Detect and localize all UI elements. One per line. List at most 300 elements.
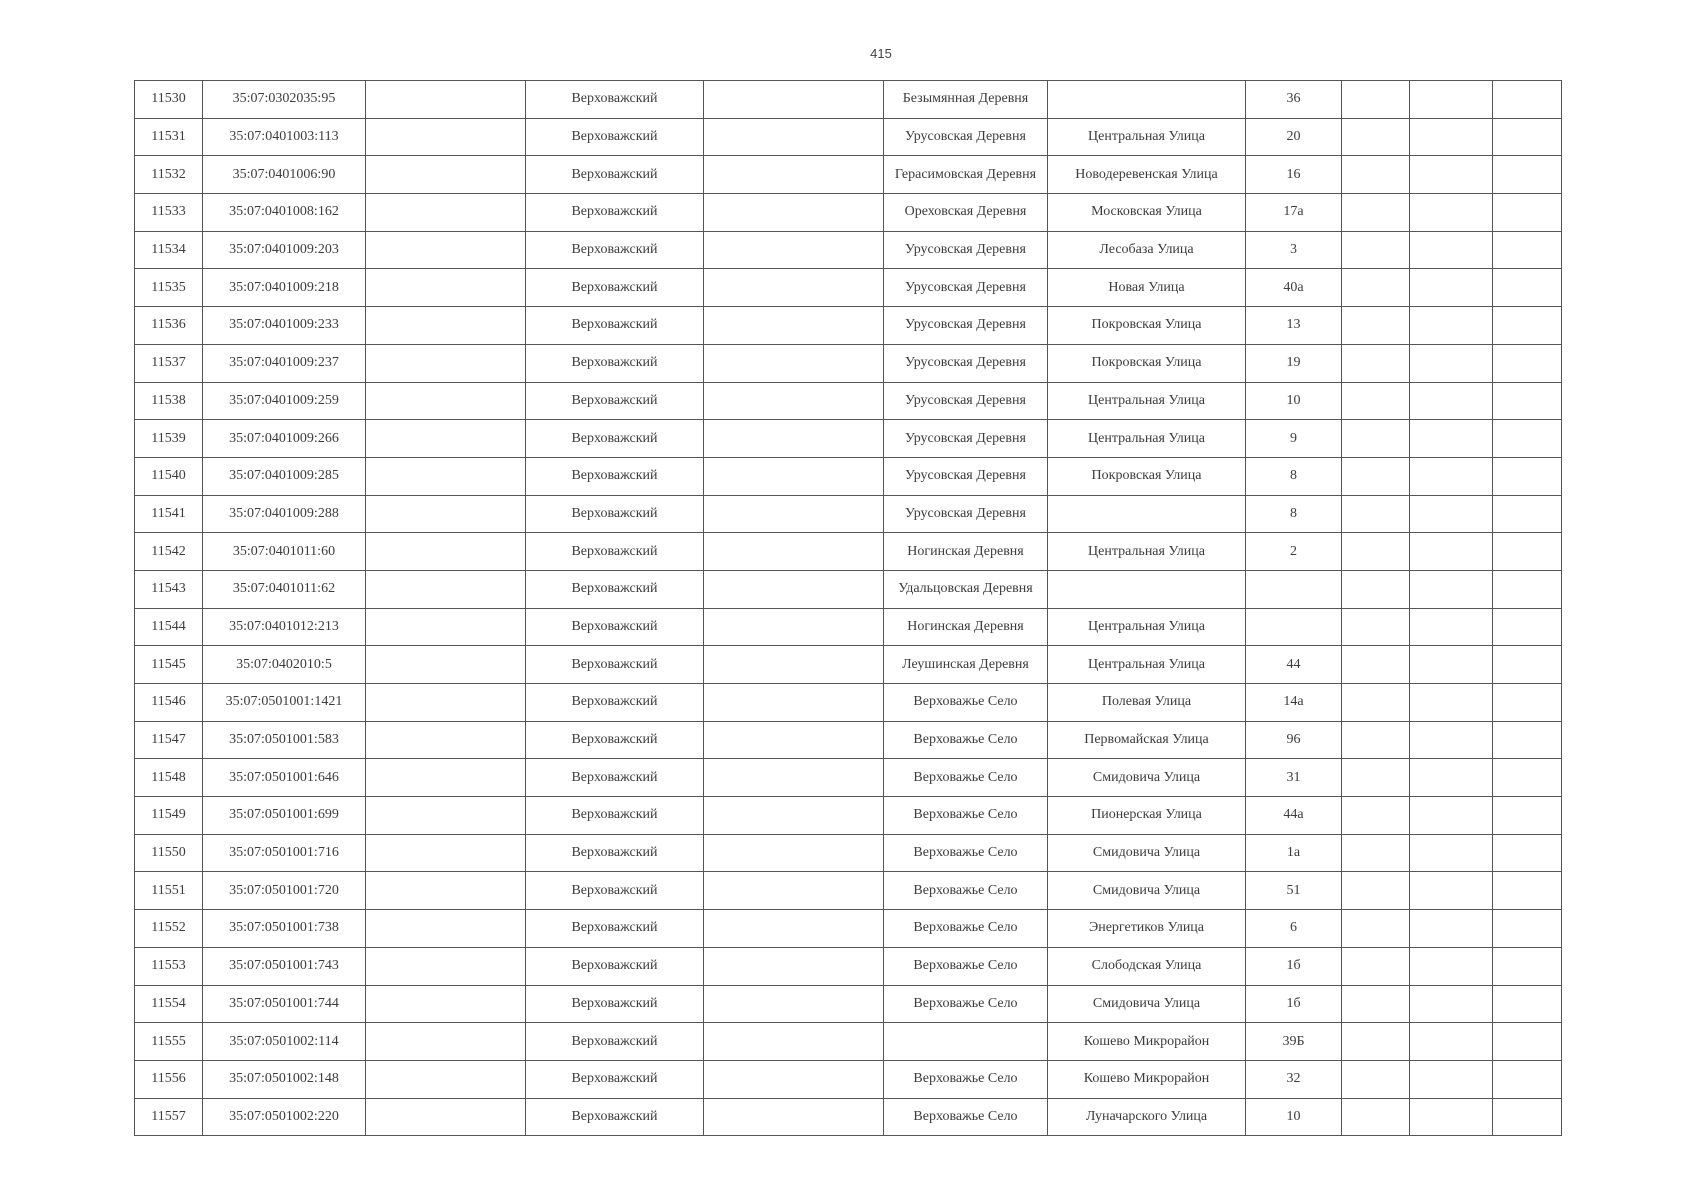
district-cell: Верховажский <box>526 910 704 948</box>
house-number-cell: 44а <box>1246 797 1342 835</box>
street-cell: Смидовича Улица <box>1048 834 1246 872</box>
empty-cell <box>1342 231 1410 269</box>
cadastral-number-cell: 35:07:0501001:744 <box>203 985 366 1023</box>
empty-cell <box>704 81 884 119</box>
empty-cell <box>1342 269 1410 307</box>
empty-cell <box>366 684 526 722</box>
street-cell: Смидовича Улица <box>1048 759 1246 797</box>
empty-cell <box>704 533 884 571</box>
empty-cell <box>366 457 526 495</box>
table-row <box>135 608 1562 646</box>
empty-cell <box>704 872 884 910</box>
empty-cell <box>366 194 526 232</box>
empty-cell <box>1342 382 1410 420</box>
empty-cell <box>704 608 884 646</box>
house-number-cell: 36 <box>1246 81 1342 119</box>
empty-cell <box>366 1023 526 1061</box>
empty-cell <box>1342 910 1410 948</box>
cadastral-number-cell: 35:07:0501001:738 <box>203 910 366 948</box>
empty-cell <box>1410 457 1493 495</box>
district-cell: Верховажский <box>526 457 704 495</box>
settlement-cell: Верховажье Село <box>884 985 1048 1023</box>
district-cell: Верховажский <box>526 344 704 382</box>
empty-cell <box>1493 156 1562 194</box>
empty-cell <box>366 382 526 420</box>
cadastral-number-cell: 35:07:0401009:288 <box>203 495 366 533</box>
empty-cell <box>1410 797 1493 835</box>
empty-cell <box>366 947 526 985</box>
row-number-cell: 11531 <box>135 118 203 156</box>
street-cell: Пионерская Улица <box>1048 797 1246 835</box>
row-number-cell: 11548 <box>135 759 203 797</box>
empty-cell <box>366 231 526 269</box>
cadastral-number-cell: 35:07:0401009:266 <box>203 420 366 458</box>
settlement-cell: Урусовская Деревня <box>884 307 1048 345</box>
settlement-cell: Верховажье Село <box>884 721 1048 759</box>
empty-cell <box>1342 1023 1410 1061</box>
cadastral-number-cell: 35:07:0401009:285 <box>203 457 366 495</box>
house-number-cell: 39Б <box>1246 1023 1342 1061</box>
cadastral-number-cell: 35:07:0501001:646 <box>203 759 366 797</box>
house-number-cell: 2 <box>1246 533 1342 571</box>
house-number-cell: 1а <box>1246 834 1342 872</box>
row-number-cell: 11530 <box>135 81 203 119</box>
table-row <box>135 231 1562 269</box>
row-number-cell: 11552 <box>135 910 203 948</box>
cadastral-number-cell: 35:07:0501001:1421 <box>203 684 366 722</box>
table-row <box>135 910 1562 948</box>
cadastral-number-cell: 35:07:0401003:113 <box>203 118 366 156</box>
empty-cell <box>1342 495 1410 533</box>
district-cell: Верховажский <box>526 495 704 533</box>
empty-cell <box>1493 118 1562 156</box>
settlement-cell: Герасимовская Деревня <box>884 156 1048 194</box>
street-cell: Покровская Улица <box>1048 344 1246 382</box>
house-number-cell: 51 <box>1246 872 1342 910</box>
table-row <box>135 118 1562 156</box>
empty-cell <box>1410 910 1493 948</box>
empty-cell <box>1410 269 1493 307</box>
house-number-cell: 8 <box>1246 495 1342 533</box>
empty-cell <box>704 194 884 232</box>
cadastral-number-cell: 35:07:0401006:90 <box>203 156 366 194</box>
empty-cell <box>704 646 884 684</box>
cadastral-number-cell: 35:07:0501001:720 <box>203 872 366 910</box>
street-cell: Центральная Улица <box>1048 382 1246 420</box>
empty-cell <box>1493 307 1562 345</box>
empty-cell <box>366 344 526 382</box>
empty-cell <box>1410 947 1493 985</box>
house-number-cell <box>1246 570 1342 608</box>
street-cell <box>1048 81 1246 119</box>
row-number-cell: 11537 <box>135 344 203 382</box>
empty-cell <box>704 834 884 872</box>
house-number-cell: 6 <box>1246 910 1342 948</box>
row-number-cell: 11544 <box>135 608 203 646</box>
settlement-cell: Верховажье Село <box>884 947 1048 985</box>
empty-cell <box>704 1098 884 1136</box>
empty-cell <box>1410 872 1493 910</box>
district-cell: Верховажский <box>526 420 704 458</box>
empty-cell <box>366 156 526 194</box>
street-cell: Кошево Микрорайон <box>1048 1023 1246 1061</box>
row-number-cell: 11533 <box>135 194 203 232</box>
empty-cell <box>1493 797 1562 835</box>
cadastral-number-cell: 35:07:0401009:218 <box>203 269 366 307</box>
cadastral-number-cell: 35:07:0501001:583 <box>203 721 366 759</box>
table-row <box>135 420 1562 458</box>
district-cell: Верховажский <box>526 646 704 684</box>
empty-cell <box>1410 570 1493 608</box>
house-number-cell: 14а <box>1246 684 1342 722</box>
empty-cell <box>366 872 526 910</box>
house-number-cell: 96 <box>1246 721 1342 759</box>
empty-cell <box>1493 81 1562 119</box>
settlement-cell: Урусовская Деревня <box>884 269 1048 307</box>
table-row <box>135 81 1562 119</box>
settlement-cell: Урусовская Деревня <box>884 495 1048 533</box>
district-cell: Верховажский <box>526 382 704 420</box>
empty-cell <box>1410 533 1493 571</box>
empty-cell <box>1342 194 1410 232</box>
empty-cell <box>1410 684 1493 722</box>
cadastral-number-cell: 35:07:0401012:213 <box>203 608 366 646</box>
row-number-cell: 11542 <box>135 533 203 571</box>
empty-cell <box>704 797 884 835</box>
settlement-cell: Ногинская Деревня <box>884 608 1048 646</box>
table-body <box>135 81 1562 1136</box>
table-row <box>135 872 1562 910</box>
empty-cell <box>1493 608 1562 646</box>
table-row <box>135 269 1562 307</box>
row-number-cell: 11539 <box>135 420 203 458</box>
settlement-cell: Урусовская Деревня <box>884 231 1048 269</box>
empty-cell <box>1410 1098 1493 1136</box>
empty-cell <box>366 797 526 835</box>
cadastral-number-cell: 35:07:0501002:114 <box>203 1023 366 1061</box>
empty-cell <box>1493 457 1562 495</box>
row-number-cell: 11543 <box>135 570 203 608</box>
empty-cell <box>1493 834 1562 872</box>
empty-cell <box>1493 947 1562 985</box>
district-cell: Верховажский <box>526 1098 704 1136</box>
settlement-cell: Верховажье Село <box>884 759 1048 797</box>
empty-cell <box>704 721 884 759</box>
empty-cell <box>1493 570 1562 608</box>
district-cell: Верховажский <box>526 231 704 269</box>
house-number-cell: 16 <box>1246 156 1342 194</box>
empty-cell <box>1342 608 1410 646</box>
district-cell: Верховажский <box>526 156 704 194</box>
district-cell: Верховажский <box>526 1023 704 1061</box>
table-row <box>135 985 1562 1023</box>
street-cell: Центральная Улица <box>1048 646 1246 684</box>
empty-cell <box>704 910 884 948</box>
settlement-cell: Ореховская Деревня <box>884 194 1048 232</box>
table-row <box>135 1060 1562 1098</box>
empty-cell <box>704 231 884 269</box>
row-number-cell: 11556 <box>135 1060 203 1098</box>
table-row <box>135 156 1562 194</box>
district-cell: Верховажский <box>526 533 704 571</box>
row-number-cell: 11546 <box>135 684 203 722</box>
empty-cell <box>1410 1023 1493 1061</box>
empty-cell <box>1410 156 1493 194</box>
street-cell: Смидовича Улица <box>1048 985 1246 1023</box>
house-number-cell: 9 <box>1246 420 1342 458</box>
empty-cell <box>1342 721 1410 759</box>
street-cell <box>1048 570 1246 608</box>
street-cell: Энергетиков Улица <box>1048 910 1246 948</box>
district-cell: Верховажский <box>526 269 704 307</box>
empty-cell <box>1493 420 1562 458</box>
street-cell: Полевая Улица <box>1048 684 1246 722</box>
settlement-cell: Верховажье Село <box>884 684 1048 722</box>
settlement-cell: Урусовская Деревня <box>884 382 1048 420</box>
empty-cell <box>1493 382 1562 420</box>
house-number-cell: 13 <box>1246 307 1342 345</box>
house-number-cell: 1б <box>1246 947 1342 985</box>
empty-cell <box>1410 344 1493 382</box>
empty-cell <box>1493 495 1562 533</box>
table-row <box>135 1098 1562 1136</box>
table-row <box>135 194 1562 232</box>
empty-cell <box>1342 872 1410 910</box>
table-row <box>135 759 1562 797</box>
empty-cell <box>704 947 884 985</box>
row-number-cell: 11554 <box>135 985 203 1023</box>
empty-cell <box>704 684 884 722</box>
table-row <box>135 1023 1562 1061</box>
house-number-cell: 10 <box>1246 382 1342 420</box>
empty-cell <box>1493 269 1562 307</box>
empty-cell <box>1493 910 1562 948</box>
empty-cell <box>1342 947 1410 985</box>
house-number-cell: 32 <box>1246 1060 1342 1098</box>
street-cell: Луначарского Улица <box>1048 1098 1246 1136</box>
settlement-cell: Верховажье Село <box>884 834 1048 872</box>
house-number-cell: 44 <box>1246 646 1342 684</box>
district-cell: Верховажский <box>526 872 704 910</box>
settlement-cell: Верховажье Село <box>884 1098 1048 1136</box>
district-cell: Верховажский <box>526 118 704 156</box>
settlement-cell: Урусовская Деревня <box>884 344 1048 382</box>
empty-cell <box>366 1098 526 1136</box>
row-number-cell: 11535 <box>135 269 203 307</box>
settlement-cell: Леушинская Деревня <box>884 646 1048 684</box>
settlement-cell: Удальцовская Деревня <box>884 570 1048 608</box>
empty-cell <box>704 457 884 495</box>
row-number-cell: 11549 <box>135 797 203 835</box>
empty-cell <box>1410 194 1493 232</box>
table-row <box>135 533 1562 571</box>
empty-cell <box>1493 646 1562 684</box>
settlement-cell <box>884 1023 1048 1061</box>
empty-cell <box>366 307 526 345</box>
row-number-cell: 11534 <box>135 231 203 269</box>
house-number-cell: 19 <box>1246 344 1342 382</box>
cadastral-number-cell: 35:07:0401009:233 <box>203 307 366 345</box>
cadastral-number-cell: 35:07:0501001:743 <box>203 947 366 985</box>
empty-cell <box>704 382 884 420</box>
empty-cell <box>1342 533 1410 571</box>
empty-cell <box>1493 684 1562 722</box>
house-number-cell: 1б <box>1246 985 1342 1023</box>
empty-cell <box>1410 495 1493 533</box>
settlement-cell: Верховажье Село <box>884 910 1048 948</box>
empty-cell <box>1410 608 1493 646</box>
table-row <box>135 495 1562 533</box>
empty-cell <box>704 1060 884 1098</box>
row-number-cell: 11557 <box>135 1098 203 1136</box>
empty-cell <box>1342 834 1410 872</box>
street-cell: Лесобаза Улица <box>1048 231 1246 269</box>
row-number-cell: 11550 <box>135 834 203 872</box>
empty-cell <box>366 81 526 119</box>
empty-cell <box>704 307 884 345</box>
empty-cell <box>1410 721 1493 759</box>
house-number-cell <box>1246 608 1342 646</box>
table-row <box>135 457 1562 495</box>
empty-cell <box>366 495 526 533</box>
row-number-cell: 11532 <box>135 156 203 194</box>
street-cell <box>1048 495 1246 533</box>
cadastral-number-cell: 35:07:0401011:60 <box>203 533 366 571</box>
district-cell: Верховажский <box>526 1060 704 1098</box>
empty-cell <box>704 156 884 194</box>
empty-cell <box>1342 570 1410 608</box>
table-row <box>135 834 1562 872</box>
empty-cell <box>366 834 526 872</box>
cadastral-number-cell: 35:07:0401009:203 <box>203 231 366 269</box>
empty-cell <box>1410 81 1493 119</box>
table-row <box>135 721 1562 759</box>
street-cell: Московская Улица <box>1048 194 1246 232</box>
empty-cell <box>1342 797 1410 835</box>
table-row <box>135 382 1562 420</box>
row-number-cell: 11540 <box>135 457 203 495</box>
empty-cell <box>1493 872 1562 910</box>
table-row <box>135 797 1562 835</box>
street-cell: Покровская Улица <box>1048 307 1246 345</box>
empty-cell <box>366 646 526 684</box>
empty-cell <box>704 344 884 382</box>
table-row <box>135 646 1562 684</box>
empty-cell <box>1342 81 1410 119</box>
district-cell: Верховажский <box>526 194 704 232</box>
row-number-cell: 11547 <box>135 721 203 759</box>
settlement-cell: Верховажье Село <box>884 1060 1048 1098</box>
empty-cell <box>1342 156 1410 194</box>
empty-cell <box>1342 307 1410 345</box>
street-cell: Первомайская Улица <box>1048 721 1246 759</box>
registry-table <box>134 80 1562 1136</box>
district-cell: Верховажский <box>526 81 704 119</box>
street-cell: Покровская Улица <box>1048 457 1246 495</box>
empty-cell <box>1410 307 1493 345</box>
empty-cell <box>1493 533 1562 571</box>
cadastral-number-cell: 35:07:0402010:5 <box>203 646 366 684</box>
cadastral-number-cell: 35:07:0302035:95 <box>203 81 366 119</box>
street-cell: Кошево Микрорайон <box>1048 1060 1246 1098</box>
cadastral-number-cell: 35:07:0401009:259 <box>203 382 366 420</box>
empty-cell <box>1342 759 1410 797</box>
settlement-cell: Безымянная Деревня <box>884 81 1048 119</box>
empty-cell <box>366 118 526 156</box>
empty-cell <box>704 269 884 307</box>
empty-cell <box>1493 194 1562 232</box>
settlement-cell: Ногинская Деревня <box>884 533 1048 571</box>
row-number-cell: 11545 <box>135 646 203 684</box>
row-number-cell: 11551 <box>135 872 203 910</box>
row-number-cell: 11536 <box>135 307 203 345</box>
district-cell: Верховажский <box>526 608 704 646</box>
empty-cell <box>704 570 884 608</box>
settlement-cell: Урусовская Деревня <box>884 457 1048 495</box>
row-number-cell: 11541 <box>135 495 203 533</box>
empty-cell <box>366 759 526 797</box>
empty-cell <box>1342 344 1410 382</box>
district-cell: Верховажский <box>526 570 704 608</box>
empty-cell <box>366 420 526 458</box>
house-number-cell: 31 <box>1246 759 1342 797</box>
empty-cell <box>704 985 884 1023</box>
empty-cell <box>1493 1098 1562 1136</box>
street-cell: Новодеревенская Улица <box>1048 156 1246 194</box>
street-cell: Слободская Улица <box>1048 947 1246 985</box>
empty-cell <box>366 1060 526 1098</box>
empty-cell <box>1342 646 1410 684</box>
cadastral-number-cell: 35:07:0501002:148 <box>203 1060 366 1098</box>
cadastral-number-cell: 35:07:0501001:699 <box>203 797 366 835</box>
empty-cell <box>1410 834 1493 872</box>
row-number-cell: 11538 <box>135 382 203 420</box>
district-cell: Верховажский <box>526 985 704 1023</box>
house-number-cell: 20 <box>1246 118 1342 156</box>
empty-cell <box>1493 344 1562 382</box>
empty-cell <box>366 721 526 759</box>
empty-cell <box>704 118 884 156</box>
empty-cell <box>1493 231 1562 269</box>
empty-cell <box>1493 985 1562 1023</box>
empty-cell <box>1342 985 1410 1023</box>
house-number-cell: 3 <box>1246 231 1342 269</box>
district-cell: Верховажский <box>526 721 704 759</box>
table-row <box>135 570 1562 608</box>
street-cell: Новая Улица <box>1048 269 1246 307</box>
street-cell: Центральная Улица <box>1048 118 1246 156</box>
settlement-cell: Урусовская Деревня <box>884 118 1048 156</box>
empty-cell <box>366 269 526 307</box>
cadastral-number-cell: 35:07:0401008:162 <box>203 194 366 232</box>
street-cell: Смидовича Улица <box>1048 872 1246 910</box>
empty-cell <box>1342 1098 1410 1136</box>
cadastral-number-cell: 35:07:0501001:716 <box>203 834 366 872</box>
settlement-cell: Верховажье Село <box>884 872 1048 910</box>
empty-cell <box>1342 1060 1410 1098</box>
table-row <box>135 307 1562 345</box>
empty-cell <box>704 495 884 533</box>
empty-cell <box>1410 759 1493 797</box>
house-number-cell: 40а <box>1246 269 1342 307</box>
row-number-cell: 11555 <box>135 1023 203 1061</box>
cadastral-number-cell: 35:07:0401009:237 <box>203 344 366 382</box>
empty-cell <box>1410 118 1493 156</box>
street-cell: Центральная Улица <box>1048 420 1246 458</box>
district-cell: Верховажский <box>526 759 704 797</box>
cadastral-number-cell: 35:07:0401011:62 <box>203 570 366 608</box>
empty-cell <box>1410 646 1493 684</box>
